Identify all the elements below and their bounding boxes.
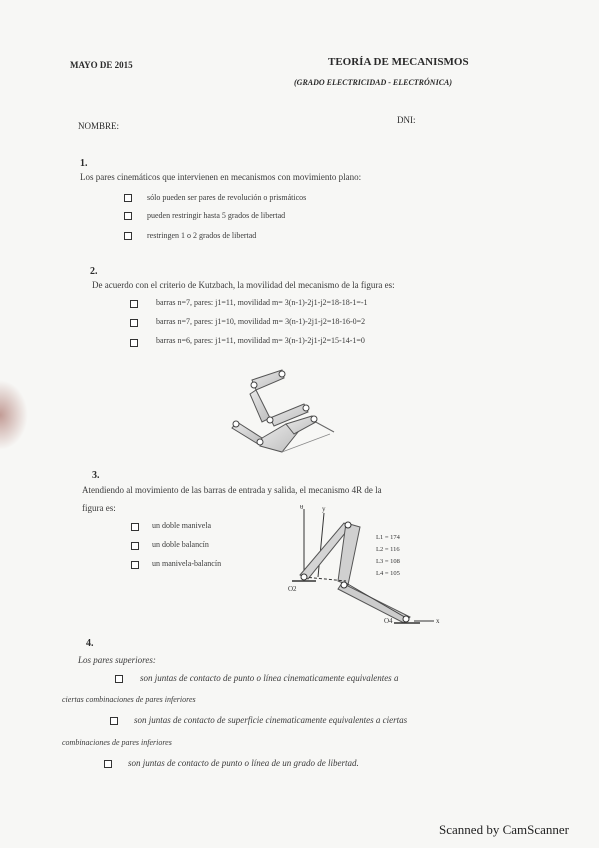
q4-option-1-line1: son juntas de contacto de punto o línea cinematicamente equivalentes a: [140, 673, 399, 683]
q2-option-2-label: barras n=7, pares: j1=10, movilidad m= 3(n-1)-2j1-j2=18-16-0=2: [156, 317, 366, 326]
q4-option-3-checkbox[interactable]: [104, 760, 112, 768]
q3-option-2-label: un doble balancín: [152, 540, 209, 549]
q1-stem: Los pares cinemáticos que intervienen en mecanismos con movimiento plano:: [80, 172, 362, 182]
q1-option-1-label: sólo pueden ser pares de revolución o prismáticos: [147, 193, 307, 202]
exam-title: TEORÍA DE MECANISMOS: [328, 56, 469, 68]
q3-option-3-checkbox[interactable]: [131, 561, 139, 569]
dni-label: DNI:: [397, 115, 416, 125]
exam-subtitle: (GRADO ELECTRICIDAD - ELECTRÓNICA): [294, 78, 453, 87]
q3-stem-line1: Atendiendo al movimiento de las barras de entrada y salida, el mecanismo 4R de la: [82, 485, 382, 495]
q4-option-1-checkbox[interactable]: [115, 675, 123, 683]
q4-option-2-checkbox[interactable]: [110, 717, 118, 725]
q1-option-3-label: restringen 1 o 2 grados de libertad: [147, 231, 257, 240]
q3-fig-label-theta: θ: [300, 505, 304, 511]
q1-option-1-checkbox[interactable]: [124, 194, 132, 202]
scan-edge-shadow: [0, 380, 28, 450]
q3-fig-label-o4: O4: [384, 617, 393, 625]
name-label: NOMBRE:: [78, 121, 120, 131]
q3-option-3-label: un manivela-balancín: [152, 559, 222, 568]
q3-4r-mechanism-figure: [284, 505, 444, 630]
q3-length-l4: L4 = 105: [376, 570, 400, 577]
q3-number: 3.: [92, 470, 100, 481]
q2-option-3-checkbox[interactable]: [130, 339, 138, 347]
q2-option-2-checkbox[interactable]: [130, 319, 138, 327]
q4-option-3-label: son juntas de contacto de punto o línea de un grado de libertad.: [128, 758, 359, 768]
q3-length-l1: L1 = 174: [376, 534, 400, 541]
q1-number: 1.: [80, 158, 88, 169]
q3-option-1-label: un doble manivela: [152, 521, 212, 530]
q2-option-1-checkbox[interactable]: [130, 300, 138, 308]
q1-option-3-checkbox[interactable]: [124, 232, 132, 240]
q4-number: 4.: [86, 638, 94, 649]
q1-option-2-checkbox[interactable]: [124, 212, 132, 220]
q1-option-2-label: pueden restringir hasta 5 grados de libertad: [147, 211, 286, 220]
q3-fig-label-o2: O2: [288, 585, 297, 593]
q3-length-l2: L2 = 116: [376, 546, 400, 553]
q2-mechanism-figure: [212, 360, 342, 460]
q3-length-l3: L3 = 108: [376, 558, 400, 565]
q2-option-3-label: barras n=6, pares: j1=11, movilidad m= 3(n-1)-2j1-j2=15-14-1=0: [156, 336, 365, 345]
q3-fig-label-x: x: [436, 617, 440, 625]
q2-option-1-label: barras n=7, pares: j1=11, movilidad m= 3(n-1)-2j1-j2=18-18-1=-1: [156, 298, 368, 307]
scanner-watermark: Scanned by CamScanner: [439, 822, 569, 837]
q3-fig-label-y: y: [322, 505, 326, 513]
q2-stem: De acuerdo con el criterio de Kutzbach, la movilidad del mecanismo de la figura es:: [92, 280, 395, 290]
q4-option-1-line2: ciertas combinaciones de pares inferiores: [62, 695, 196, 704]
q3-stem-line2: figura es:: [82, 503, 116, 513]
q4-option-2-line2: combinaciones de pares inferiores: [62, 738, 172, 747]
q4-option-2-line1: son juntas de contacto de superficie cinematicamente equivalentes a ciertas: [134, 715, 408, 725]
q4-stem: Los pares superiores:: [78, 655, 156, 665]
q3-option-1-checkbox[interactable]: [131, 523, 139, 531]
q3-option-2-checkbox[interactable]: [131, 542, 139, 550]
exam-date: MAYO DE 2015: [70, 60, 133, 70]
q2-number: 2.: [90, 266, 98, 277]
